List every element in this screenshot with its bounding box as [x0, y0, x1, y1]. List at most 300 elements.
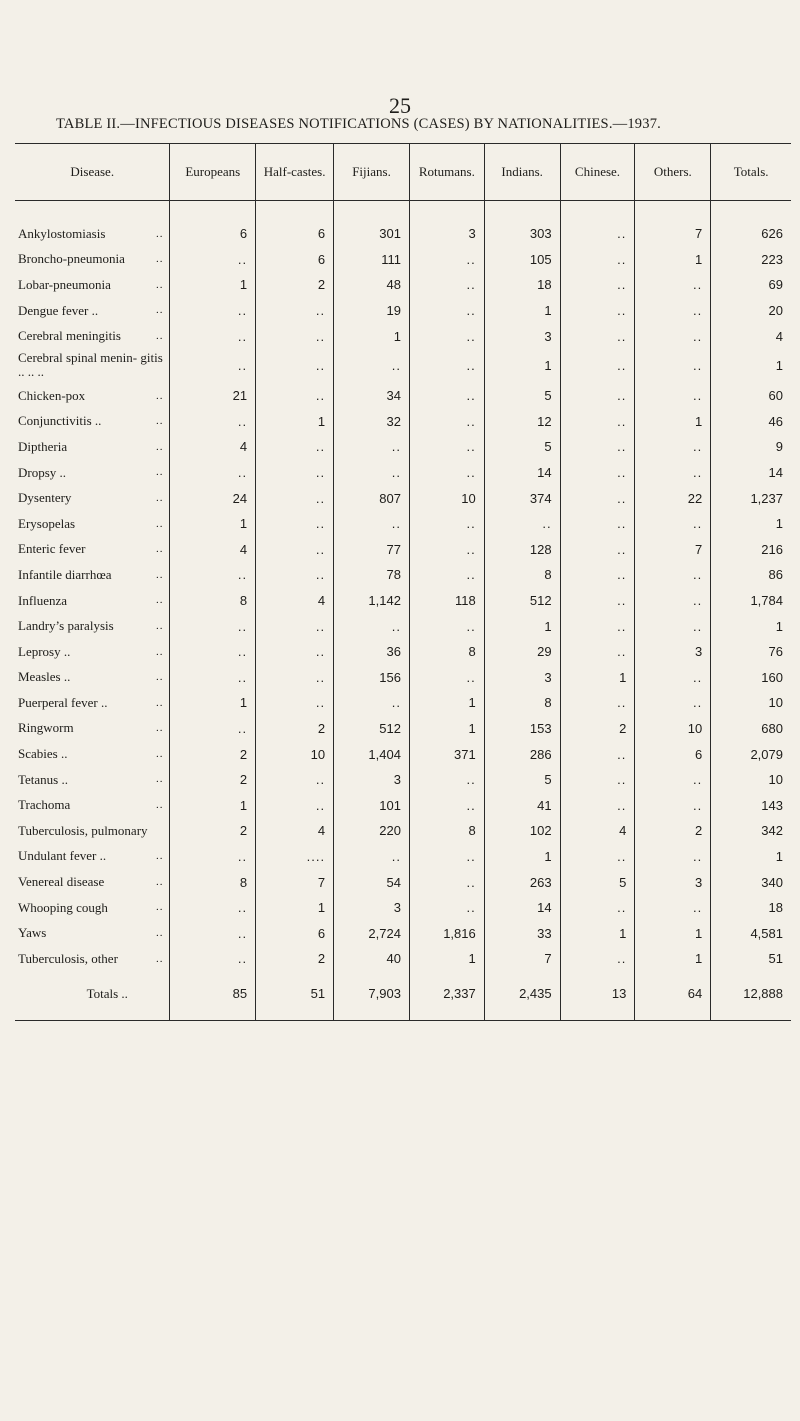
value-cell: 12 — [484, 409, 560, 435]
value-cell: 20 — [711, 298, 791, 324]
value-cell: .. — [334, 690, 410, 716]
table-row — [15, 537, 791, 563]
value-cell: .. — [256, 613, 334, 639]
disease-name — [15, 460, 170, 486]
value-cell: .. — [256, 460, 334, 486]
total-value-cell: 2,337 — [409, 986, 484, 1021]
table-row — [15, 485, 791, 511]
value-cell: 303 — [484, 221, 560, 247]
value-cell: 6 — [256, 221, 334, 247]
value-cell: 2 — [170, 741, 256, 767]
table-row — [15, 588, 791, 614]
value-cell: .. — [409, 383, 484, 409]
disease-name — [15, 920, 170, 946]
value-cell: .. — [560, 221, 635, 247]
value-cell: 7 — [256, 869, 334, 895]
table-row — [15, 741, 791, 767]
disease-label: Scabies .. — [18, 746, 68, 762]
table-row — [15, 434, 791, 460]
spacer-cell — [484, 972, 560, 986]
totals-row — [15, 986, 791, 1021]
disease-label: Yaws — [18, 925, 47, 941]
disease-name — [15, 409, 170, 435]
disease-label: Tuberculosis, other — [18, 950, 118, 966]
value-cell: .. — [170, 460, 256, 486]
value-cell: .. — [635, 562, 711, 588]
total-value-cell: 13 — [560, 986, 635, 1021]
value-cell: 78 — [334, 562, 410, 588]
value-cell: 5 — [560, 869, 635, 895]
value-cell: 223 — [711, 247, 791, 273]
table-title: TABLE II.—INFECTIOUS DISEASES NOTIFICATIONS (CASES) BY NATIONALITIES.—1937. — [56, 116, 661, 132]
total-value-cell: 85 — [170, 986, 256, 1021]
leader-dots: .. — [155, 517, 164, 530]
value-cell: 1,816 — [409, 920, 484, 946]
value-cell: .. — [560, 511, 635, 537]
leader-dots: .. — [155, 440, 164, 453]
disease-name — [15, 639, 170, 665]
value-cell: 9 — [711, 434, 791, 460]
spacer-cell — [409, 201, 484, 222]
disease-name — [15, 221, 170, 247]
spacer-cell — [711, 201, 791, 222]
value-cell: .. — [256, 639, 334, 665]
value-cell: .. — [170, 323, 256, 349]
value-cell: .. — [256, 537, 334, 563]
value-cell: 10 — [711, 690, 791, 716]
disease-name — [15, 767, 170, 793]
value-cell: .. — [256, 665, 334, 691]
value-cell: 2 — [256, 716, 334, 742]
value-cell: .. — [170, 349, 256, 383]
total-value-cell: 51 — [256, 986, 334, 1021]
leader-dots: .. — [155, 568, 164, 581]
value-cell: 7 — [484, 946, 560, 972]
value-cell: 1 — [256, 409, 334, 435]
value-cell: .... — [256, 844, 334, 870]
value-cell: 1 — [484, 844, 560, 870]
value-cell: 340 — [711, 869, 791, 895]
disease-name — [15, 562, 170, 588]
value-cell: 2,079 — [711, 741, 791, 767]
value-cell: 2 — [256, 272, 334, 298]
spacer-cell — [15, 201, 170, 222]
spacer-cell — [170, 972, 256, 986]
value-cell: .. — [635, 690, 711, 716]
value-cell: 2 — [560, 716, 635, 742]
value-cell: .. — [409, 460, 484, 486]
table-row — [15, 323, 791, 349]
value-cell: 342 — [711, 818, 791, 844]
value-cell: 8 — [484, 690, 560, 716]
value-cell: .. — [409, 298, 484, 324]
table-row — [15, 767, 791, 793]
value-cell: .. — [170, 247, 256, 273]
value-cell: 33 — [484, 920, 560, 946]
value-cell: .. — [256, 485, 334, 511]
value-cell: 6 — [635, 741, 711, 767]
table-row — [15, 946, 791, 972]
value-cell: 2 — [256, 946, 334, 972]
disease-label: Tuberculosis, pulmonary — [18, 822, 148, 838]
value-cell: 14 — [484, 460, 560, 486]
value-cell: .. — [256, 383, 334, 409]
total-value-cell: 7,903 — [334, 986, 410, 1021]
leader-dots: .. — [155, 850, 164, 863]
value-cell: .. — [334, 613, 410, 639]
value-cell: 7 — [635, 221, 711, 247]
disease-name — [15, 349, 170, 383]
value-cell: 54 — [334, 869, 410, 895]
value-cell: 34 — [334, 383, 410, 409]
table-row — [15, 349, 791, 383]
value-cell: 1 — [635, 920, 711, 946]
value-cell: .. — [334, 434, 410, 460]
value-cell: .. — [256, 690, 334, 716]
disease-name — [15, 485, 170, 511]
table-row — [15, 895, 791, 921]
value-cell: .. — [560, 741, 635, 767]
header-half-castes: Half-castes. — [256, 144, 334, 201]
value-cell: .. — [409, 844, 484, 870]
value-cell: 40 — [334, 946, 410, 972]
spacer-cell — [334, 972, 410, 986]
leader-dots: .. — [155, 875, 164, 888]
value-cell: 14 — [711, 460, 791, 486]
leader-dots: .. — [155, 799, 164, 812]
value-cell: 263 — [484, 869, 560, 895]
leader-dots: .. — [155, 227, 164, 240]
value-cell: 8 — [484, 562, 560, 588]
disease-name — [15, 895, 170, 921]
value-cell: .. — [409, 409, 484, 435]
header-rotumans: Rotumans. — [409, 144, 484, 201]
table-row — [15, 460, 791, 486]
value-cell: 160 — [711, 665, 791, 691]
disease-name — [15, 690, 170, 716]
value-cell: .. — [635, 895, 711, 921]
disease-label: Dropsy .. — [18, 464, 67, 480]
value-cell: .. — [409, 511, 484, 537]
value-cell: .. — [170, 946, 256, 972]
value-cell: .. — [256, 511, 334, 537]
value-cell: 14 — [484, 895, 560, 921]
spacer-cell — [170, 201, 256, 222]
value-cell: 18 — [711, 895, 791, 921]
value-cell: .. — [635, 792, 711, 818]
value-cell: .. — [560, 247, 635, 273]
leader-dots: .. — [155, 773, 164, 786]
value-cell: .. — [635, 613, 711, 639]
disease-label: Influenza — [18, 592, 68, 608]
value-cell: .. — [409, 323, 484, 349]
value-cell: .. — [560, 792, 635, 818]
leader-dots: .. — [155, 696, 164, 709]
leader-dots: .. — [155, 491, 164, 504]
value-cell: 5 — [484, 434, 560, 460]
value-cell: .. — [170, 639, 256, 665]
value-cell: .. — [409, 613, 484, 639]
spacer-cell — [635, 201, 711, 222]
value-cell: 626 — [711, 221, 791, 247]
value-cell: .. — [635, 323, 711, 349]
leader-dots: .. — [155, 747, 164, 760]
spacer-cell — [256, 972, 334, 986]
value-cell: 1 — [560, 920, 635, 946]
header-indians: Indians. — [484, 144, 560, 201]
value-cell: 5 — [484, 383, 560, 409]
value-cell: 51 — [711, 946, 791, 972]
value-cell: 4 — [256, 588, 334, 614]
value-cell: 2 — [170, 818, 256, 844]
value-cell: .. — [635, 298, 711, 324]
value-cell: 156 — [334, 665, 410, 691]
value-cell: .. — [635, 460, 711, 486]
disease-name — [15, 741, 170, 767]
value-cell: 1 — [484, 613, 560, 639]
leader-dots: .. — [155, 645, 164, 658]
value-cell: 4 — [256, 818, 334, 844]
table-row — [15, 247, 791, 273]
value-cell: .. — [560, 323, 635, 349]
leader-dots: .. — [155, 952, 164, 965]
value-cell: .. — [560, 434, 635, 460]
table-row — [15, 562, 791, 588]
disease-name — [15, 844, 170, 870]
value-cell: 86 — [711, 562, 791, 588]
value-cell: .. — [409, 247, 484, 273]
value-cell: 374 — [484, 485, 560, 511]
disease-label: Conjunctivitis .. — [18, 413, 102, 429]
value-cell: 1 — [635, 409, 711, 435]
value-cell: .. — [256, 562, 334, 588]
table-row — [15, 383, 791, 409]
value-cell: 5 — [484, 767, 560, 793]
value-cell: .. — [409, 537, 484, 563]
value-cell: .. — [409, 665, 484, 691]
value-cell: .. — [170, 895, 256, 921]
leader-dots: .. — [155, 253, 164, 266]
notifications-table — [15, 143, 791, 1021]
value-cell: 41 — [484, 792, 560, 818]
value-cell: 286 — [484, 741, 560, 767]
value-cell: 1 — [635, 247, 711, 273]
disease-name — [15, 869, 170, 895]
value-cell: .. — [635, 511, 711, 537]
value-cell: 4 — [711, 323, 791, 349]
value-cell: .. — [256, 434, 334, 460]
value-cell: 1 — [409, 690, 484, 716]
table-row — [15, 869, 791, 895]
value-cell: .. — [334, 511, 410, 537]
table-row — [15, 844, 791, 870]
value-cell: 1 — [711, 844, 791, 870]
value-cell: 6 — [256, 247, 334, 273]
value-cell: .. — [560, 383, 635, 409]
value-cell: 143 — [711, 792, 791, 818]
disease-name — [15, 716, 170, 742]
spacer-row — [15, 972, 791, 986]
value-cell: .. — [409, 767, 484, 793]
header-europeans: Europeans — [170, 144, 256, 201]
value-cell: .. — [635, 349, 711, 383]
value-cell: 512 — [484, 588, 560, 614]
leader-dots: .. — [155, 671, 164, 684]
header-row — [15, 144, 791, 201]
value-cell: 2 — [170, 767, 256, 793]
disease-name — [15, 434, 170, 460]
value-cell: .. — [256, 349, 334, 383]
value-cell: .. — [635, 665, 711, 691]
disease-label: Cerebral meningitis — [18, 328, 121, 344]
value-cell: 18 — [484, 272, 560, 298]
value-cell: .. — [409, 349, 484, 383]
totals-label: Totals .. — [15, 986, 170, 1021]
value-cell: 1,237 — [711, 485, 791, 511]
spacer-cell — [560, 972, 635, 986]
value-cell: 1 — [170, 272, 256, 298]
disease-label: Dengue fever .. — [18, 302, 99, 318]
value-cell: .. — [560, 272, 635, 298]
value-cell: 101 — [334, 792, 410, 818]
value-cell: 3 — [334, 767, 410, 793]
value-cell: .. — [170, 409, 256, 435]
value-cell: 680 — [711, 716, 791, 742]
value-cell: .. — [409, 272, 484, 298]
leader-dots: .. — [155, 619, 164, 632]
disease-name — [15, 792, 170, 818]
value-cell: 8 — [409, 639, 484, 665]
value-cell: .. — [409, 792, 484, 818]
disease-label: Ringworm — [18, 720, 74, 736]
disease-name — [15, 383, 170, 409]
table-row — [15, 613, 791, 639]
disease-name — [15, 946, 170, 972]
value-cell: 6 — [256, 920, 334, 946]
spacer-cell — [15, 972, 170, 986]
leader-dots: .. — [155, 927, 164, 940]
value-cell: .. — [334, 844, 410, 870]
table-row — [15, 298, 791, 324]
disease-name — [15, 665, 170, 691]
value-cell: 1 — [334, 323, 410, 349]
value-cell: 3 — [334, 895, 410, 921]
value-cell: .. — [560, 298, 635, 324]
leader-dots: .. — [155, 278, 164, 291]
disease-label: Ankylostomiasis — [18, 225, 106, 241]
value-cell: .. — [560, 844, 635, 870]
header-disease: Disease. — [15, 144, 170, 201]
value-cell: 3 — [484, 665, 560, 691]
value-cell: .. — [560, 613, 635, 639]
value-cell: 3 — [635, 639, 711, 665]
value-cell: 2 — [635, 818, 711, 844]
value-cell: .. — [170, 562, 256, 588]
value-cell: .. — [409, 895, 484, 921]
value-cell: .. — [635, 434, 711, 460]
disease-label: Dysentery — [18, 490, 72, 506]
value-cell: .. — [560, 562, 635, 588]
value-cell: 2,724 — [334, 920, 410, 946]
value-cell: 102 — [484, 818, 560, 844]
value-cell: .. — [409, 869, 484, 895]
disease-label: Chicken-pox — [18, 387, 86, 403]
value-cell: 512 — [334, 716, 410, 742]
disease-label: Infantile diarrhœa — [18, 566, 112, 582]
disease-name — [15, 511, 170, 537]
value-cell: 1 — [409, 946, 484, 972]
disease-label: Venereal disease — [18, 874, 105, 890]
value-cell: .. — [560, 639, 635, 665]
value-cell: 1 — [170, 792, 256, 818]
value-cell: .. — [170, 665, 256, 691]
disease-name — [15, 613, 170, 639]
disease-label: Erysopelas — [18, 515, 76, 531]
value-cell: .. — [635, 383, 711, 409]
value-cell: .. — [256, 323, 334, 349]
leader-dots: .. — [155, 594, 164, 607]
disease-label: Puerperal fever .. — [18, 694, 108, 710]
value-cell: 1 — [409, 716, 484, 742]
spacer-cell — [711, 972, 791, 986]
table-row — [15, 221, 791, 247]
header-chinese: Chinese. — [560, 144, 635, 201]
value-cell: 60 — [711, 383, 791, 409]
header-fijians: Fijians. — [334, 144, 410, 201]
value-cell: 24 — [170, 485, 256, 511]
disease-label: Measles .. — [18, 669, 71, 685]
value-cell: .. — [256, 767, 334, 793]
value-cell: 1 — [256, 895, 334, 921]
disease-label: Tetanus .. — [18, 771, 68, 787]
value-cell: .. — [635, 588, 711, 614]
value-cell: 3 — [635, 869, 711, 895]
table-row — [15, 716, 791, 742]
disease-label: Trachoma — [18, 797, 71, 813]
value-cell: 1 — [484, 298, 560, 324]
value-cell: 1 — [484, 349, 560, 383]
disease-name — [15, 247, 170, 273]
disease-name — [15, 588, 170, 614]
disease-label: Lobar-pneumonia — [18, 276, 111, 292]
disease-name — [15, 272, 170, 298]
value-cell: 8 — [170, 869, 256, 895]
table-row — [15, 511, 791, 537]
table-row — [15, 639, 791, 665]
total-value-cell: 2,435 — [484, 986, 560, 1021]
disease-label: Landry’s paralysis — [18, 618, 114, 634]
value-cell: 301 — [334, 221, 410, 247]
value-cell: 807 — [334, 485, 410, 511]
value-cell: 118 — [409, 588, 484, 614]
value-cell: 220 — [334, 818, 410, 844]
disease-label: Broncho-pneumonia — [18, 251, 125, 267]
value-cell: 29 — [484, 639, 560, 665]
value-cell: .. — [334, 349, 410, 383]
disease-label: Undulant fever .. — [18, 848, 107, 864]
table-row — [15, 409, 791, 435]
value-cell: .. — [170, 716, 256, 742]
value-cell: 1,784 — [711, 588, 791, 614]
header-totals: Totals. — [711, 144, 791, 201]
value-cell: 1 — [635, 946, 711, 972]
value-cell: .. — [560, 409, 635, 435]
leader-dots: .. — [155, 329, 164, 342]
value-cell: .. — [560, 895, 635, 921]
leader-dots: .. — [155, 466, 164, 479]
leader-dots: .. — [155, 722, 164, 735]
value-cell: .. — [409, 434, 484, 460]
